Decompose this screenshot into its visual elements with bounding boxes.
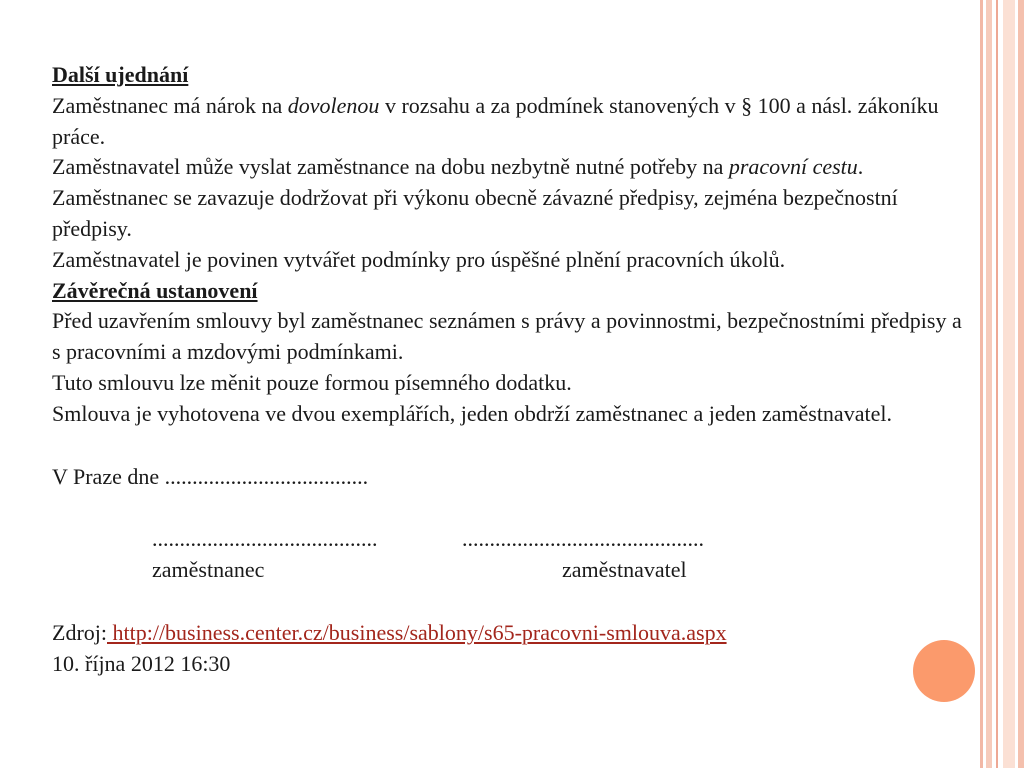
decorative-stripe (996, 0, 998, 768)
paragraph-vacation (52, 91, 972, 153)
signature-line-employee: ......................................... (152, 526, 378, 552)
emphasis-text: pracovní cestu (728, 154, 858, 180)
decorative-stripe (980, 0, 983, 768)
source-link[interactable]: http://business.center.cz/business/sablony/s65-pracovni-smlouva.aspx (107, 619, 727, 645)
source-line (52, 618, 972, 649)
paragraph-employer-duty: Zaměstnavatel je povinen vytvářet podmínky pro úspěšné plnění pracovních úkolů. (52, 246, 786, 272)
source-label: Zdroj: (52, 619, 107, 645)
section-heading-other-agreements: Další ujednání (52, 62, 189, 87)
text-run: Zaměstnanec má nárok na (52, 92, 288, 118)
paragraph-amendment: Tuto smlouvu lze měnit pouze formou písemného dodatku. (52, 369, 572, 395)
paragraph-business-trip (52, 152, 972, 183)
place-date-line: V Praze dne ..................................... (52, 463, 369, 489)
signature-line-employer: ............................................ (462, 526, 704, 552)
paragraph-acquainted: Před uzavřením smlouvy byl zaměstnanec seznámen s právy a povinnostmi, bezpečnostními předpisy a s pracovními a mzdovými podmínkami. (52, 308, 962, 365)
signature-lines (52, 524, 972, 555)
text-run: Zaměstnavatel může vyslat zaměstnance na dobu nezbytně nutné potřeby na (52, 154, 729, 180)
slide-body (52, 60, 972, 680)
spacer (52, 586, 972, 618)
spacer (52, 430, 972, 462)
paragraph-copies: Smlouva je vyhotovena ve dvou exemplářích, jeden obdrží zaměstnanec a jeden zaměstnavatel. (52, 400, 892, 426)
signature-label-employer: zaměstnavatel (562, 557, 687, 583)
decorative-stripe (986, 0, 992, 768)
emphasis-text: dovolenou (287, 92, 380, 118)
section-heading-final-provisions: Závěrečná ustanovení (52, 277, 258, 303)
text-run: v rozsahu a za podmínek stanovených v § 100 a násl. zákoníku práce. (52, 92, 939, 149)
signature-labels (52, 555, 972, 586)
source-date: 10. října 2012 16:30 (52, 650, 231, 676)
signature-label-employee: zaměstnanec (152, 557, 265, 583)
decorative-stripe (1018, 0, 1024, 768)
decorative-stripe (1003, 0, 1015, 768)
spacer (52, 492, 972, 524)
paragraph-safety-rules: Zaměstnanec se zavazuje dodržovat při výkonu obecně závazné předpisy, zejména bezpečnostní předpisy. (52, 185, 898, 241)
text-run: . (857, 154, 864, 180)
